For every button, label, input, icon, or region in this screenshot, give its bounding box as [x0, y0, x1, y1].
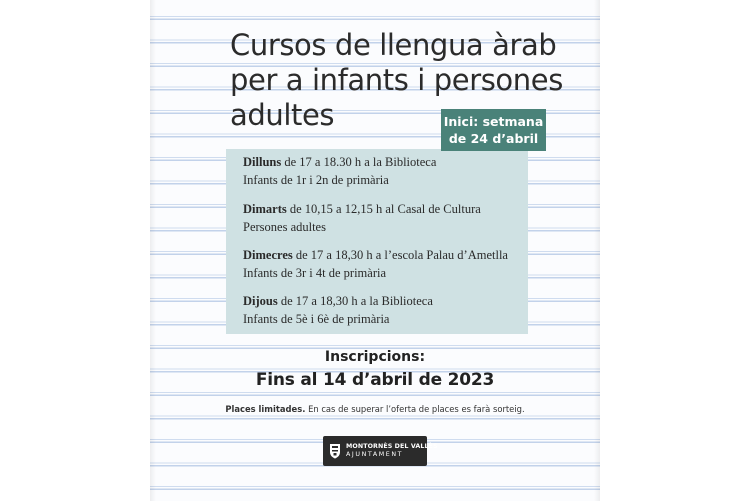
- town-hall-logo: [323, 436, 438, 466]
- registration-deadline: Fins al 14 d’abril de 2023: [255, 370, 495, 390]
- paper-right-shadow: [594, 0, 600, 501]
- schedule-detail: de 17 a 18,30 h a l’escola Palau d’Ametlla: [295, 248, 508, 262]
- schedule-entry-thursday: [243, 292, 523, 328]
- schedule-detail: de 17 a 18.30 h a la Biblioteca: [284, 155, 437, 169]
- start-badge-line-2: de 24 d’abril: [448, 131, 539, 146]
- schedule-day: Dilluns: [243, 155, 282, 169]
- note-bold: Places limitades.: [225, 404, 306, 414]
- municipal-shield-icon: [329, 443, 341, 459]
- schedule-entry-tuesday: [243, 200, 523, 236]
- schedule-audience: Infants de 5è i 6è de primària: [243, 312, 390, 326]
- title-line-2: per a infants i persones: [230, 63, 563, 97]
- registration-label: Inscripcions:: [324, 349, 426, 365]
- paper-left-shadow: [150, 0, 156, 501]
- schedule-detail: de 17 a 18,30 h a la Biblioteca: [280, 294, 433, 308]
- schedule-audience: Infants de 1r i 2n de primària: [243, 173, 389, 187]
- limited-places-note: [150, 404, 600, 414]
- schedule-day: Dimarts: [243, 202, 287, 216]
- schedule-box: [226, 149, 528, 334]
- logo-town-name: MONTORNÈS DEL VALLÈS: [346, 443, 438, 450]
- title-line-1: Cursos de llengua àrab: [230, 28, 557, 62]
- start-date-badge: [441, 109, 546, 151]
- schedule-audience: Persones adultes: [243, 220, 326, 234]
- logo-subtitle: AJUNTAMENT: [346, 451, 404, 458]
- start-badge-line-1: Inici: setmana: [443, 114, 544, 129]
- schedule-day: Dijous: [243, 294, 278, 308]
- schedule-entry-monday: [243, 153, 523, 189]
- schedule-day: Dimecres: [243, 248, 293, 262]
- schedule-entry-wednesday: [243, 246, 523, 282]
- schedule-detail: de 10,15 a 12,15 h al Casal de Cultura: [289, 202, 481, 216]
- note-text: En cas de superar l’oferta de places es farà sorteig.: [308, 404, 525, 414]
- title-line-3: adultes: [230, 98, 335, 132]
- schedule-audience: Infants de 3r i 4t de primària: [243, 266, 387, 280]
